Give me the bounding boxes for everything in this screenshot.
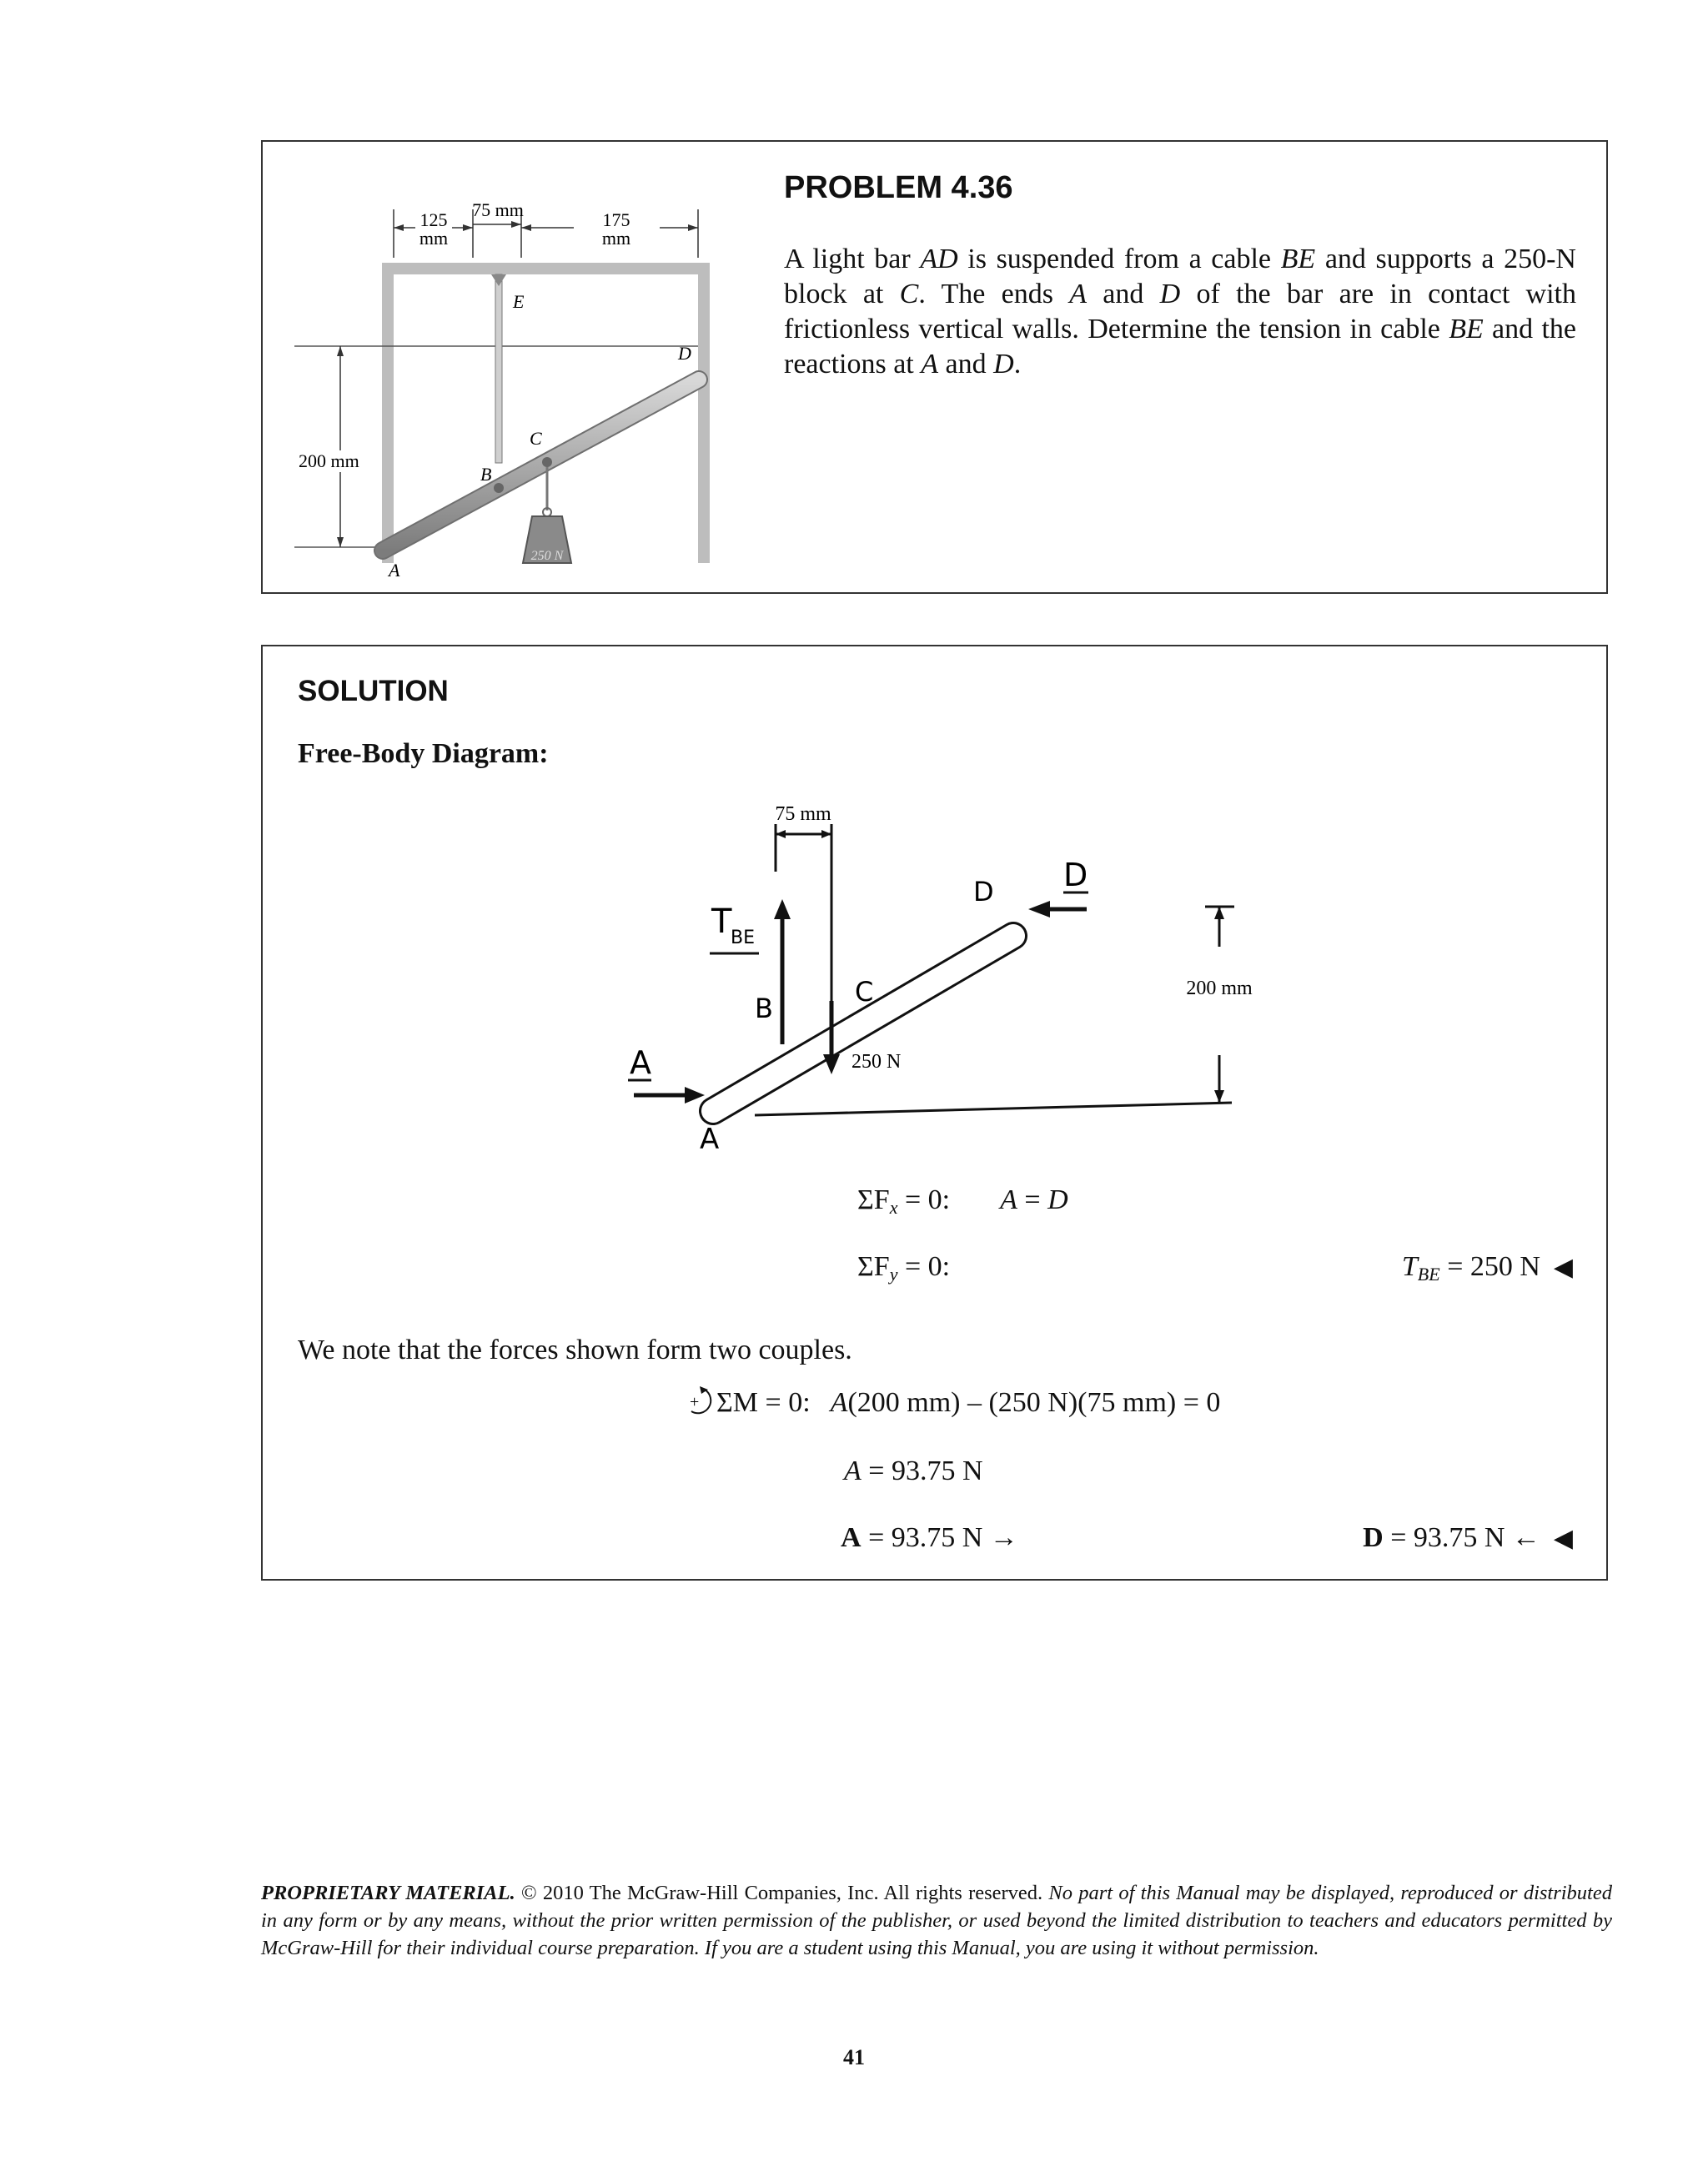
fbd-force-d: D	[1063, 857, 1088, 893]
result-tbe: $T_{BE} = 250$ N ◀	[1401, 1251, 1573, 1285]
answer-marker: ◀	[1553, 1525, 1573, 1552]
force-d-arrowhead	[1028, 901, 1050, 918]
ccw-moment-icon	[680, 1385, 716, 1418]
solution-title: SOLUTION	[298, 675, 449, 707]
label-e: E	[513, 291, 525, 312]
fbd-label-a: A	[700, 1123, 720, 1156]
label-d: D	[678, 343, 691, 364]
fbd-label-c: C	[855, 976, 874, 1008]
eq-a-value: A = 93.75 N	[844, 1456, 983, 1486]
point-b	[494, 483, 504, 493]
fbd-dim-75: 75 mm	[775, 803, 831, 825]
force-a-arrowhead	[685, 1087, 705, 1104]
fbd-label-be: BE	[731, 928, 755, 948]
fbd-svg	[613, 792, 1263, 1156]
result-d: D = 93.75 N ← ◀	[1363, 1522, 1573, 1553]
label-b: B	[480, 464, 492, 485]
problem-diagram	[294, 171, 745, 581]
dim-175-value: 175	[602, 209, 630, 230]
solution-box	[261, 645, 1608, 1581]
copyright-footer: PROPRIETARY MATERIAL. © 2010 The McGraw-Hill Companies, Inc. All rights reserved. No part of this Manual may be displayed, reproduced or distributed in any form or by any means, without the prior written permission of the publisher, or used beyond the limited distribution to teachers and educators permitted by McGraw-Hill for their individual course preparation. If you are a student using this Manual, you are using it without permission.	[261, 1882, 1612, 1959]
point-c	[542, 457, 552, 467]
fbd-dim-200: 200 mm	[1186, 978, 1253, 999]
problem-statement: A light bar AD is suspended from a cable BE and supports a 250-N block at C. The ends A and D of the bar are in contact with frictionless vertical walls. Determine the tension in cable BE and the reactions at A and D.	[784, 244, 1577, 380]
label-a: A	[389, 560, 400, 581]
page-number: 41	[843, 2045, 865, 2069]
load-arrowhead	[823, 1054, 840, 1074]
label-c: C	[530, 428, 542, 449]
free-body-diagram	[613, 792, 1263, 1156]
dim-125-unit: mm	[419, 228, 449, 249]
fbd-label-t: T	[711, 902, 732, 941]
problem-box	[261, 140, 1608, 594]
eq-sum-fx: $\Sigma F_x = 0$: A = D	[857, 1184, 1068, 1218]
pin-e	[491, 274, 506, 286]
dim-75-label: 75 mm	[472, 199, 524, 220]
fbd-heading: Free-Body Diagram:	[298, 738, 549, 769]
couples-note: We note that the forces shown form two couples.	[298, 1335, 852, 1365]
problem-title: PROBLEM 4.36	[784, 170, 1013, 205]
dim-175-unit: mm	[601, 228, 631, 249]
fbd-load-label: 250 N	[851, 1051, 902, 1073]
dim-200-label: 200 mm	[299, 450, 359, 471]
problem-figure	[294, 171, 745, 581]
fbd-force-a: A	[630, 1044, 651, 1081]
result-a: A = 93.75 N →	[841, 1522, 1018, 1553]
block-label: 250 N	[530, 549, 564, 563]
right-wall	[698, 263, 710, 563]
tbe-arrowhead	[774, 899, 791, 919]
svg-text:+: +	[690, 1393, 700, 1411]
cable-be	[495, 274, 502, 463]
eq-sum-fy: $\Sigma F_y = 0$:	[857, 1251, 951, 1285]
dim-125-value: 125	[419, 209, 448, 230]
left-wall	[382, 263, 394, 563]
fbd-label-d: D	[973, 876, 994, 908]
ceiling	[382, 263, 710, 274]
answer-marker: ◀	[1553, 1254, 1573, 1281]
fbd-label-b: B	[755, 993, 773, 1024]
eq-moment: + ΣM = 0: A(200 mm) – (250 N)(75 mm) = 0	[680, 1385, 1220, 1419]
